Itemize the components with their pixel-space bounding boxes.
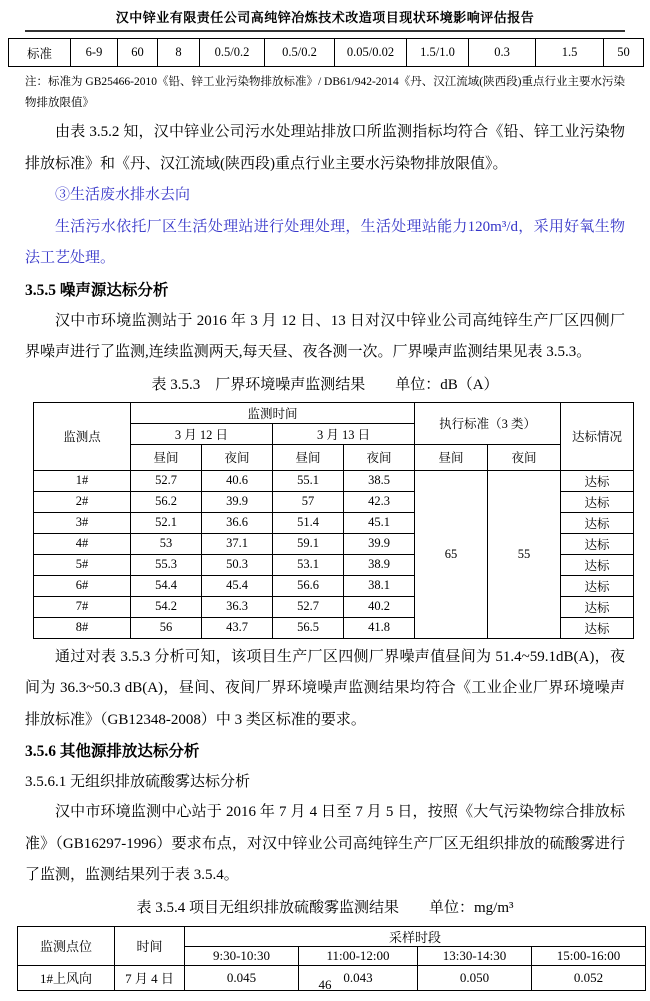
col-header-slot: 15:00-16:00 <box>532 946 646 965</box>
cell-standard-day: 65 <box>415 470 488 638</box>
cell-status: 达标 <box>561 596 634 617</box>
noise-results-table <box>33 402 634 639</box>
col-header-mar13: 3 月 13 日 <box>273 423 415 444</box>
section-heading-355: 3.5.5 噪声源达标分析 <box>25 281 169 299</box>
col-header-night: 夜间 <box>202 444 273 470</box>
cell-value: 39.9 <box>202 491 273 512</box>
standards-cell: 1.5/1.0 <box>407 39 469 67</box>
cell-point: 1#上风向 <box>18 965 115 990</box>
standards-cell: 6-9 <box>71 39 118 67</box>
cell-value: 42.3 <box>344 491 415 512</box>
standards-cell: 0.3 <box>469 39 536 67</box>
col-header-day: 昼间 <box>131 444 202 470</box>
cell-value: 0.045 <box>185 965 299 990</box>
paragraph-acid-mist: 汉中市环境监测中心站于 2016 年 7 月 4 日至 7 月 5 日，按照《大气污染物综合排放标准》（GB16297-1996）要求布点，对汉中锌业公司高纯锌生产厂区无组织排放的硫酸雾进行了监测，监测结果列于表 3.5.4。 <box>25 804 625 883</box>
col-header-mar12: 3 月 12 日 <box>131 423 273 444</box>
standards-table <box>8 38 644 67</box>
cell-value: 41.8 <box>344 617 415 638</box>
cell-value: 40.2 <box>344 596 415 617</box>
cell-value: 53.1 <box>273 554 344 575</box>
cell-value: 50.3 <box>202 554 273 575</box>
cell-value: 0.050 <box>418 965 532 990</box>
cell-value: 52.7 <box>131 470 202 491</box>
col-header-night: 夜间 <box>488 444 561 470</box>
cell-standard-night: 55 <box>488 470 561 638</box>
cell-status: 达标 <box>561 491 634 512</box>
cell-point: 3# <box>34 512 131 533</box>
table-footnote: 注：标准为 GB25466-2010《铅、锌工业污染物排放标准》/ DB61/942-2014《丹、汉江流域(陕西段)重点行业主要水污染物排放限值》 <box>25 76 625 109</box>
col-header-point: 监测点 <box>34 402 131 470</box>
col-header-standard: 执行标准（3 类） <box>415 402 561 444</box>
blue-subheading-wastewater: ③生活废水排水去向 <box>55 187 191 203</box>
cell-status: 达标 <box>561 533 634 554</box>
paragraph-conclusion-352: 由表 3.5.2 知，汉中锌业公司污水处理站排放口所监测指标均符合《铅、锌工业污染物排放标准》和《丹、汉江流域(陕西段)重点行业主要水污染物排放限值》。 <box>25 124 625 172</box>
cell-point: 4# <box>34 533 131 554</box>
cell-value: 45.4 <box>202 575 273 596</box>
cell-status: 达标 <box>561 554 634 575</box>
cell-time: 7 月 4 日 <box>115 965 185 990</box>
cell-value: 55.1 <box>273 470 344 491</box>
cell-value: 37.1 <box>202 533 273 554</box>
cell-value: 38.5 <box>344 470 415 491</box>
cell-value: 38.1 <box>344 575 415 596</box>
cell-value: 55.3 <box>131 554 202 575</box>
standards-cell: 8 <box>158 39 200 67</box>
cell-value: 57 <box>273 491 344 512</box>
table-row <box>34 470 634 491</box>
cell-point: 2# <box>34 491 131 512</box>
cell-value: 36.6 <box>202 512 273 533</box>
cell-value: 45.1 <box>344 512 415 533</box>
cell-value: 36.3 <box>202 596 273 617</box>
col-header-slot: 9:30-10:30 <box>185 946 299 965</box>
col-header-day: 昼间 <box>415 444 488 470</box>
cell-value: 59.1 <box>273 533 344 554</box>
cell-value: 53 <box>131 533 202 554</box>
cell-point: 6# <box>34 575 131 596</box>
cell-point: 7# <box>34 596 131 617</box>
cell-value: 52.7 <box>273 596 344 617</box>
cell-value: 54.2 <box>131 596 202 617</box>
paragraph-noise-conclusion: 通过对表 3.5.3 分析可知，该项目生产厂区四侧厂界噪声值昼间为 51.4~59.1dB(A)，夜间为 36.3~50.3 dB(A)，昼间、夜间厂界环境噪声监测结果均符合《工业企业厂界环境噪声排放标准》（GB12348-2008）中 3 类区标准的要求。 <box>25 648 625 728</box>
standards-cell: 0.5/0.2 <box>200 39 265 67</box>
noise-header-row-1 <box>34 402 634 423</box>
table-353-caption: 表 3.5.3 厂界环境噪声监测结果 单位：dB（A） <box>151 376 499 393</box>
cell-point: 8# <box>34 617 131 638</box>
col-header-day: 昼间 <box>273 444 344 470</box>
header-rule <box>25 30 625 32</box>
col-header-slot: 11:00-12:00 <box>299 946 418 965</box>
standards-cell: 0.05/0.02 <box>335 39 407 67</box>
cell-value: 56.2 <box>131 491 202 512</box>
col-header-time: 监测时间 <box>131 402 415 423</box>
subsection-heading-3561: 3.5.6.1 无组织排放硫酸雾达标分析 <box>25 774 251 790</box>
standards-cell: 0.5/0.2 <box>265 39 335 67</box>
standards-cell: 1.5 <box>536 39 604 67</box>
cell-status: 达标 <box>561 512 634 533</box>
acid-header-row-1 <box>18 926 646 946</box>
cell-point: 1# <box>34 470 131 491</box>
cell-value: 39.9 <box>344 533 415 554</box>
page-header-title: 汉中锌业有限责任公司高纯锌冶炼技术改造项目现状环境影响评估报告 <box>115 10 535 25</box>
col-header-status: 达标情况 <box>561 402 634 470</box>
cell-value: 52.1 <box>131 512 202 533</box>
cell-status: 达标 <box>561 470 634 491</box>
cell-value: 56 <box>131 617 202 638</box>
cell-value: 0.052 <box>532 965 646 990</box>
section-heading-356: 3.5.6 其他源排放达标分析 <box>25 743 200 760</box>
col-header-time: 时间 <box>115 926 185 965</box>
cell-status: 达标 <box>561 575 634 596</box>
standards-cell: 60 <box>118 39 158 67</box>
cell-value: 54.4 <box>131 575 202 596</box>
page-number: 46 <box>318 977 332 992</box>
col-header-slot: 13:30-14:30 <box>418 946 532 965</box>
standards-row <box>9 39 644 67</box>
cell-value: 43.7 <box>202 617 273 638</box>
cell-value: 0.043 <box>299 965 418 990</box>
col-header-night: 夜间 <box>344 444 415 470</box>
cell-status: 达标 <box>561 617 634 638</box>
cell-point: 5# <box>34 554 131 575</box>
cell-value: 51.4 <box>273 512 344 533</box>
col-header-point: 监测点位 <box>18 926 115 965</box>
col-header-period: 采样时段 <box>185 926 646 946</box>
cell-value: 56.5 <box>273 617 344 638</box>
cell-value: 40.6 <box>202 470 273 491</box>
cell-value: 38.9 <box>344 554 415 575</box>
cell-value: 56.6 <box>273 575 344 596</box>
table-354-caption: 表 3.5.4 项目无组织排放硫酸雾监测结果 单位：mg/m³ <box>136 899 514 916</box>
paragraph-noise-monitoring: 汉中市环境监测站于 2016 年 3 月 12 日、13 日对汉中锌业公司高纯锌生产厂区四侧厂界噪声进行了监测,连续监测两天,每天昼、夜各测一次。厂界噪声监测结果见表 3.5.3。 <box>25 312 625 360</box>
blue-paragraph-wastewater: 生活污水依托厂区生活处理站进行处理处理，生活处理站能力120m³/d，采用好氧生物法工艺处理。 <box>25 218 625 266</box>
standards-cell: 50 <box>604 39 644 67</box>
standards-cell: 标准 <box>9 39 71 67</box>
